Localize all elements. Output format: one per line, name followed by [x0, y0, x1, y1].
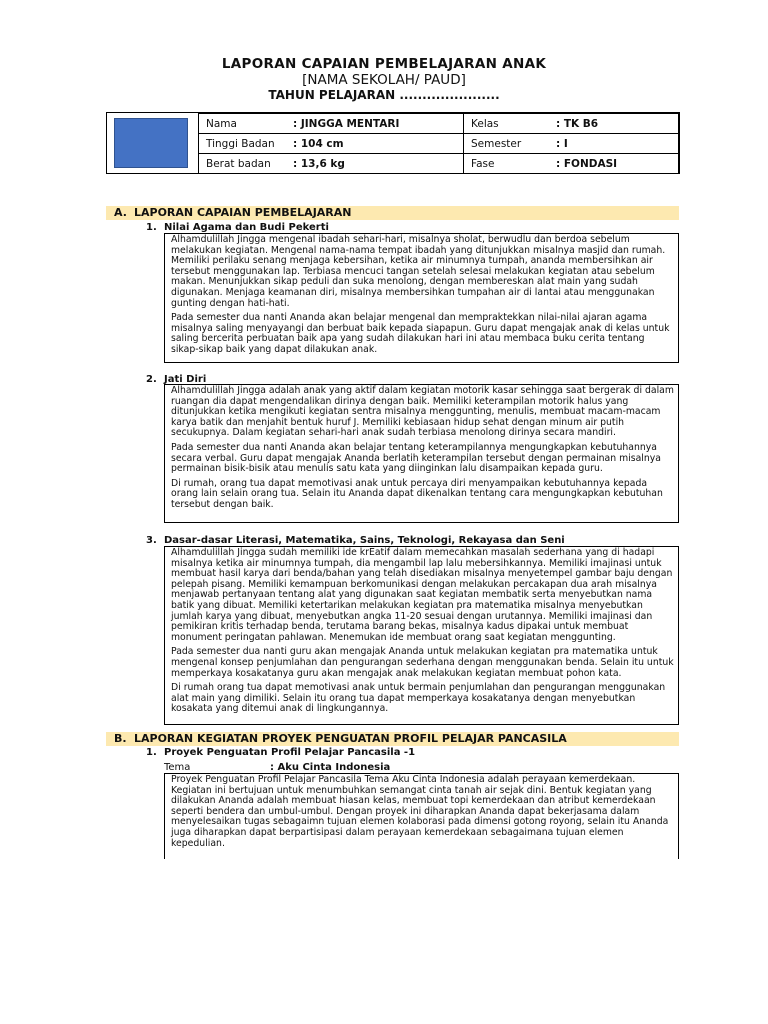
- paragraph: Alhamdulillah Jingga mengenal ibadah sehari-hari, misalnya sholat, berwudlu dan berdoa sebelum melakukan kegiatan. Mengenal nama-nama tempat ibadah yang ditunjukkan misalnya masjid dan rumah. Memiliki perilaku senang menjaga kebersihan, ketika air minumnya tumpah, ananda membersihkan air tersebut menggunakan lap. Terbiasa mencuci tangan setelah selesai melakukan kegiatan atau sebelum makan. Menunjukkan sikap peduli dan suka menolong, dengan membereskan alat main yang sudah digunakan. Menjaga keamanan diri, misalnya membersihkan tumpahan air di lantai atau menggunakan gunting dengan hati-hati.: [171, 234, 666, 309]
- subsection-number: 1.: [146, 222, 157, 233]
- semester-label: Semester: [464, 134, 550, 154]
- school-name: [NAMA SEKOLAH/ PAUD]: [302, 72, 466, 88]
- text-box-agama: [164, 233, 679, 363]
- theme-label: Tema: [164, 762, 191, 773]
- paragraph: Pada semester dua nanti Ananda akan belajar mengenal dan mempraktekkan nilai-nilai ajaran agama misalnya saling menyayangi dan berbuat baik kepada siapapun. Guru dapat mengajak anak di kelas untuk saling bercerita perbuatan baik apa yang sudah dilakukan hari ini atau membaca buku cerita tentang sikap-sikap baik yang dapat dilakukan anak.: [171, 312, 670, 355]
- class-label: Kelas: [464, 114, 550, 134]
- paragraph: Pada semester dua nanti Ananda akan belajar tentang keterampilannya mengungkapkan kebutuhannya secara verbal. Guru dapat mengajak Ananda berlatih keterampilan tersebut dengan permainan misalnya permainan bisik-bisik atau menulis satu kata yang diinginkan lalu disampaikan kepada guru.: [171, 441, 661, 475]
- section-letter: A.: [114, 206, 127, 219]
- weight-label: Berat badan: [199, 154, 287, 174]
- paragraph: Di rumah orang tua dapat memotivasi anak untuk bermain penjumlahan dan pengurangan menggunakan alat main yang dimiliki. Selain itu orang tua dapat memperkaya kosakatanya dengan menyebutkan kosakata yang ditemui anak di lingkungannya.: [171, 682, 666, 715]
- section-title: LAPORAN KEGIATAN PROYEK PENGUATAN PROFIL PELAJAR PANCASILA: [134, 732, 567, 745]
- text-box-proyek: [164, 773, 679, 859]
- name-value: : JINGGA MENTARI: [286, 114, 464, 134]
- name-label: Nama: [199, 114, 287, 134]
- section-a-heading: [106, 206, 679, 220]
- semester-value: : I: [549, 134, 679, 154]
- subsection-title: Dasar-dasar Literasi, Matematika, Sains, Teknologi, Rekayasa dan Seni: [164, 535, 565, 546]
- height-value: : 104 cm: [286, 134, 464, 154]
- class-value: : TK B6: [549, 114, 679, 134]
- paragraph: Alhamdulillah Jingga adalah anak yang aktif dalam kegiatan motorik kasar sehingga saat bergerak di dalam ruangan dia dapat mengendalikan dirinya dengan baik. Memiliki keterampilan motorik halus yang ditunjukkan ketika mengikuti kegiatan sentra misalnya menggunting, menulis, membuat macam-macam karya batik dan menjahit bentuk huruf J. Memiliki kebiasaan hidup sehat dengan minum air putih secukupnya. Dalam kegiatan sehari-hari anak sudah terbiasa menolong dirinya secara mandiri.: [171, 385, 674, 439]
- subsection-number: 1.: [146, 747, 157, 758]
- identity-row: [199, 134, 679, 154]
- height-label: Tinggi Badan: [199, 134, 287, 154]
- weight-value: : 13,6 kg: [286, 154, 464, 174]
- paragraph: Pada semester dua nanti guru akan mengajak Ananda untuk melakukan kegiatan pra matematika untuk mengenal konsep penjumlahan dan pengurangan sederhana dengan menggunakan benda. Selain itu untuk memperkaya kosakatanya guru akan mengajak anak melakukan kegiatan membuat pohon kata.: [171, 646, 674, 679]
- section-b-heading: [106, 732, 679, 746]
- paragraph: Alhamdulillah Jingga sudah memiliki ide krEatif dalam memecahkan masalah sederhana yang di hadapi misalnya ketika air minumnya tumpah, dia mengambil lap lalu mebersihkannya. Memiliki imajinasi untuk membuat hasil karya dari benda/bahan yang telah disediakan misalnya menyetempel gambar baju dengan pelepah pisang. Memiliki kemampuan berkomunikasi dengan melakukan percakapan dua arah misalnya menjawab pertanyaan tentang alat yang digunakan saat kegiatan membatik serta menyebutkan nama batik yang dibuat. Memiliki ketertarikan melakukan kegiatan pra matematika misalnya menyebutkan jumlah karya yang dibuat, menyebutkan angka 11-20 sesuai dengan urutannya. Memiliki imajinasi dan pemikiran kritis terhadap benda, terutama barang bekas, misalnya kadus dipakai untuk membuat monument peringatan pahlawan. Menemukan ide membuat orang saat kegiatan menggunting.: [171, 547, 673, 643]
- subsection-number: 2.: [146, 374, 157, 385]
- theme-value: : Aku Cinta Indonesia: [270, 762, 391, 773]
- identity-row: [199, 114, 679, 134]
- subsection-title: Proyek Penguatan Profil Pelajar Pancasila -1: [164, 747, 416, 758]
- report-title: LAPORAN CAPAIAN PEMBELAJARAN ANAK: [221, 56, 547, 72]
- paragraph: Di rumah, orang tua dapat memotivasi anak untuk percaya diri menyampaikan kebutuhannya kepada orang lain selain orang tua. Selain itu Ananda dapat dikenalkan tentang cara mengungkapkan kebutuhan tersebut dengan baik.: [171, 477, 663, 510]
- identity-row: [199, 154, 679, 174]
- student-photo: [114, 118, 188, 168]
- subsection-title: Nilai Agama dan Budi Pekerti: [164, 222, 329, 233]
- section-title: LAPORAN CAPAIAN PEMBELAJARAN: [134, 206, 352, 219]
- section-letter: B.: [114, 732, 127, 745]
- academic-year: TAHUN PELAJARAN ......................: [268, 88, 500, 102]
- phase-label: Fase: [464, 154, 550, 174]
- subsection-number: 3.: [146, 535, 157, 546]
- phase-value: : FONDASI: [549, 154, 679, 174]
- subsection-title: Jati Diri: [164, 374, 207, 385]
- text-box-jati-diri: [164, 384, 679, 523]
- paragraph: Proyek Penguatan Profil Pelajar Pancasila Tema Aku Cinta Indonesia adalah perayaan kemerdekaan. Kegiatan ini bertujuan untuk menumbuhkan semangat cinta tanah air sejak dini. Bentuk kegiatan yang dilakukan Ananda adalah membuat hiasan kelas, membuat topi kemerdekaan dan atribut kemerdekaan seperti bendera dan umbul-umbul. Dengan proyek ini diharapkan Ananda dapat bekerjasama dalam menyelesaikan tugas sebagaimn tujuan elemen kolaborasi pada dimensi gotong royong, selain itu Ananda juga diharapkan dapat berpartisipasi dalam perayaan kemerdekaan sebagaimana tujuan elemen kepedulian.: [171, 774, 669, 849]
- identity-table: [198, 113, 679, 174]
- text-box-literasi: [164, 546, 679, 725]
